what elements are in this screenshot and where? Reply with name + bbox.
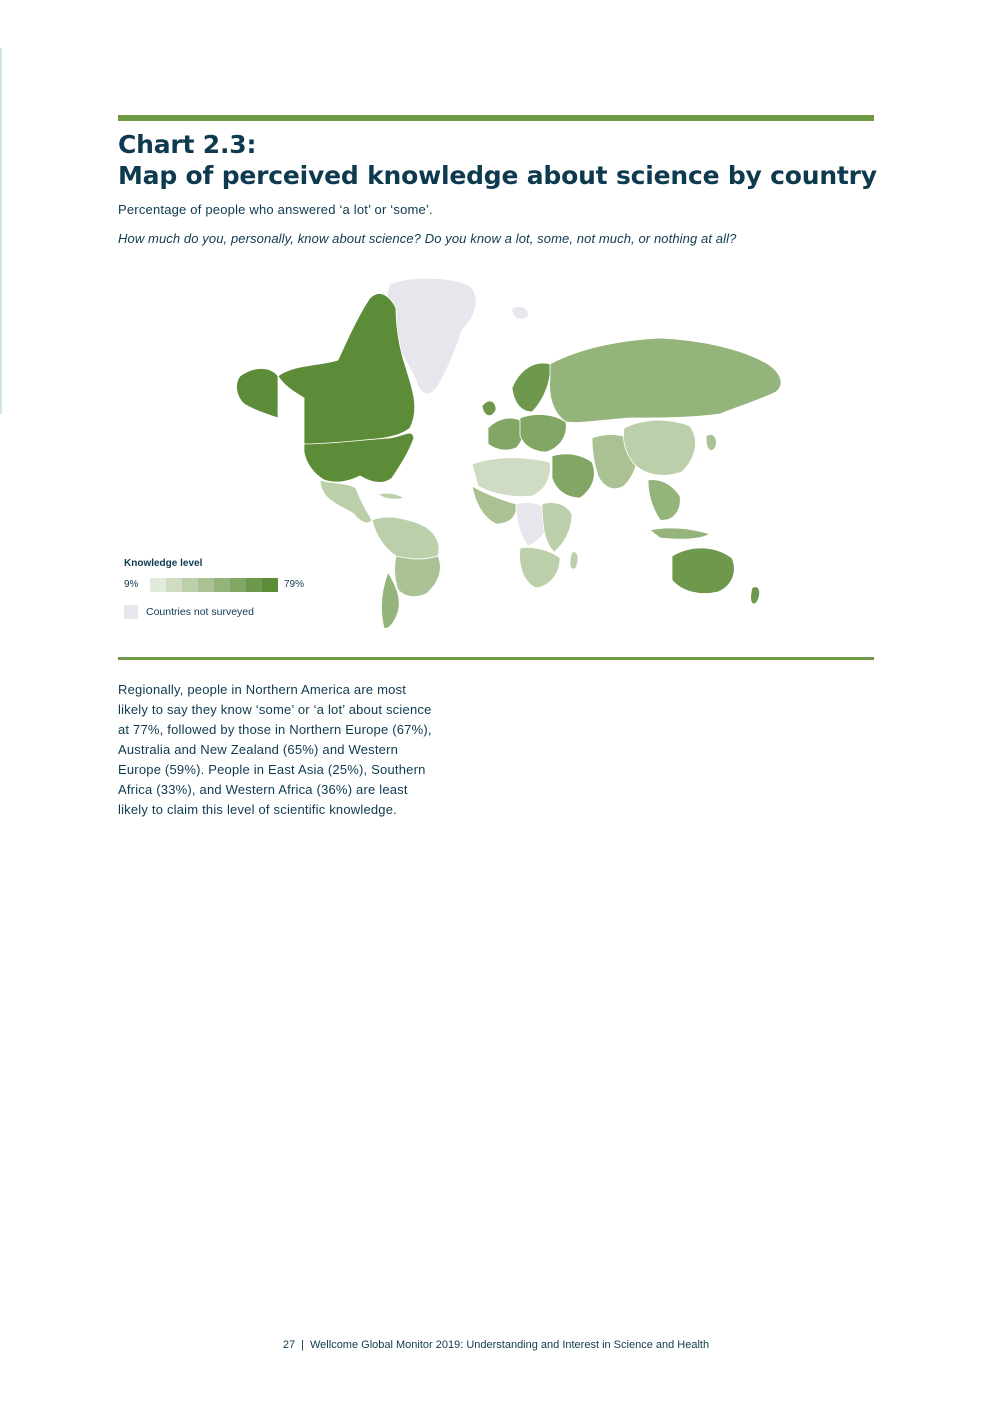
south-america-north <box>372 517 439 559</box>
body-line: Europe (59%). People in East Asia (25%), Southern <box>118 762 426 777</box>
survey-question: How much do you, personally, know about science? Do you know a lot, some, not much, or nothing at all? <box>118 231 737 246</box>
legend-ramp-step <box>262 578 278 592</box>
chart-title: Map of perceived knowledge about science by country <box>118 161 877 190</box>
svalbard <box>512 306 528 319</box>
footer-separator: | <box>301 1339 304 1351</box>
body-line: at 77%, followed by those in Northern Europe (67%), <box>118 722 432 737</box>
chart-number: Chart 2.3: <box>118 130 257 159</box>
legend-title: Knowledge level <box>124 558 203 569</box>
canada <box>278 293 415 445</box>
southeast-asia <box>648 480 680 521</box>
side-accent-rule <box>0 48 2 414</box>
east-africa <box>542 502 572 552</box>
body-line: Australia and New Zealand (65%) and Western <box>118 742 399 757</box>
body-paragraph <box>118 680 488 820</box>
not-surveyed-swatch <box>124 605 138 619</box>
legend-color-ramp <box>150 578 278 592</box>
madagascar <box>570 552 578 569</box>
new-zealand <box>751 587 760 604</box>
chart-bottom-rule <box>118 657 874 660</box>
body-line: likely to claim this level of scientific knowledge. <box>118 802 397 817</box>
japan <box>706 434 716 450</box>
southern-africa <box>520 547 560 588</box>
chart-subtitle: Percentage of people who answered ‘a lot’ or ‘some’. <box>118 202 433 217</box>
not-surveyed-label: Countries not surveyed <box>146 606 254 618</box>
chart-top-rule <box>118 115 874 121</box>
legend-ramp-step <box>150 578 166 592</box>
russia <box>550 338 781 423</box>
middle-east <box>552 454 594 498</box>
indonesia <box>650 528 710 539</box>
eastern-europe <box>520 415 566 452</box>
body-line: Africa (33%), and Western Africa (36%) are least <box>118 782 408 797</box>
body-line: likely to say they know ‘some’ or ‘a lot’ about science <box>118 702 432 717</box>
scandinavia <box>512 363 550 412</box>
page-footer <box>0 1339 992 1351</box>
uk-ireland <box>482 401 496 416</box>
publication-title: Wellcome Global Monitor 2019: Understanding and Interest in Science and Health <box>310 1339 710 1351</box>
legend-ramp-step <box>198 578 214 592</box>
brazil <box>395 556 441 597</box>
world-map <box>220 268 820 638</box>
legend-max-label: 79% <box>284 579 305 590</box>
legend-ramp-step <box>166 578 182 592</box>
legend-ramp-step <box>182 578 198 592</box>
western-europe <box>488 418 523 450</box>
legend-ramp-step <box>246 578 262 592</box>
body-line: Regionally, people in Northern America are most <box>118 682 407 697</box>
caribbean <box>378 493 404 499</box>
alaska <box>237 369 278 419</box>
australia <box>672 548 734 594</box>
legend-ramp-step <box>230 578 246 592</box>
chart-heading <box>118 129 878 191</box>
north-africa <box>472 458 550 497</box>
legend-ramp-step <box>214 578 230 592</box>
page-number: 27 <box>282 1339 296 1351</box>
legend-min-label: 9% <box>124 579 139 590</box>
mexico-central-america <box>320 480 372 523</box>
